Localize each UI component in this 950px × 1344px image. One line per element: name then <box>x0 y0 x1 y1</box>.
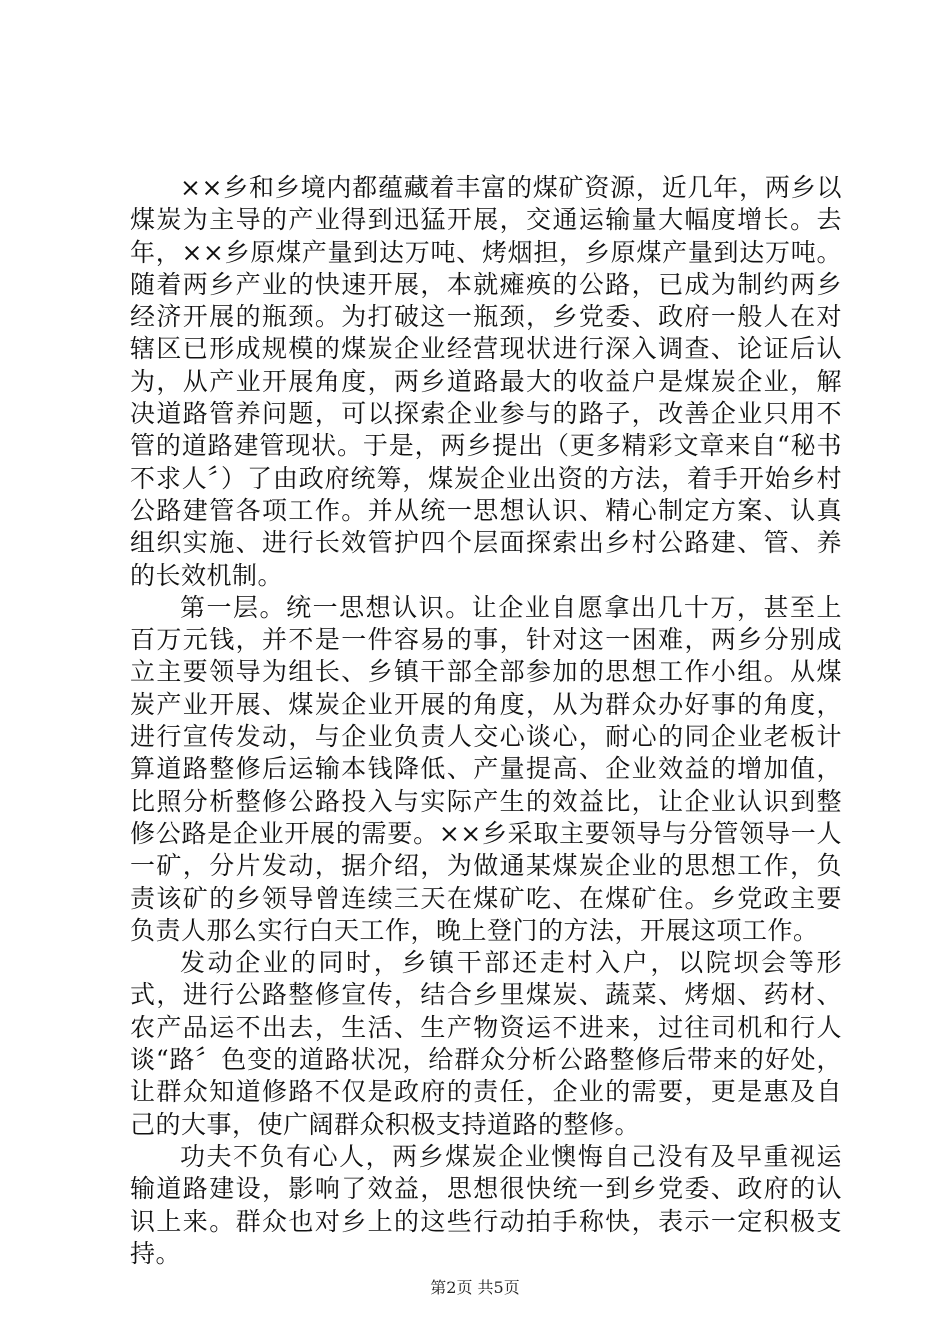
paragraph-1: ××乡和乡境内都蕴藏着丰富的煤矿资源，近几年，两乡以煤炭为主导的产业得到迅猛开展，交通运输量大幅度增长。去年，××乡原煤产量到达万吨、烤烟担，乡原煤产量到达万吨。随着两乡产业的快速开展，本就瘫痪的公路，已成为制约两乡经济开展的瓶颈。为打破这一瓶颈，乡党委、政府一般人在对辖区已形成规模的煤炭企业经营现状进行深入调查、论证后认为，从产业开展角度，两乡道路最大的收益户是煤炭企业，解决道路管养问题，可以探索企业参与的路子，改善企业只用不管的道路建管现状。于是，两乡提出（更多精彩文章来自“秘书不求人〞）了由政府统筹，煤炭企业出资的方法，着手开始乡村公路建管各项工作。并从统一思想认识、精心制定方案、认真组织实施、进行长效管护四个层面探索出乡村公路建、管、养的长效机制。 <box>130 173 842 590</box>
document-body <box>130 172 842 1270</box>
paragraph-3: 发动企业的同时，乡镇干部还走村入户，以院坝会等形式，进行公路整修宣传，结合乡里煤炭、蔬菜、烤烟、药材、农产品运不出去，生活、生产物资运不进来，过往司机和行人谈“路〞色变的道路状况，给群众分析公路整修后带来的好处，让群众知道修路不仅是政府的责任，企业的需要，更是惠及自己的大事，使广阔群众积极支持道路的整修。 <box>130 948 842 1139</box>
paragraph-2: 第一层。统一思想认识。让企业自愿拿出几十万，甚至上百万元钱，并不是一件容易的事，针对这一困难，两乡分别成立主要领导为组长、乡镇干部全部参加的思想工作小组。从煤炭产业开展、煤炭企业开展的角度，从为群众办好事的角度，进行宣传发动，与企业负责人交心谈心，耐心的同企业老板计算道路整修后运输本钱降低、产量提高、企业效益的增加值，比照分析整修公路投入与实际产生的效益比，让企业认识到整修公路是企业开展的需要。××乡采取主要领导与分管领导一人一矿，分片发动，据介绍，为做通某煤炭企业的思想工作，负责该矿的乡领导曾连续三天在煤矿吃、在煤矿住。乡党政主要负责人那么实行白天工作，晚上登门的方法，开展这项工作。 <box>130 592 842 945</box>
page-number: 第2页 共5页 <box>430 1278 520 1297</box>
page-footer <box>0 1278 950 1298</box>
paragraph-4: 功夫不负有心人，两乡煤炭企业懊悔自己没有及早重视运输道路建设，影响了效益，思想很快统一到乡党委、政府的认识上来。群众也对乡上的这些行动拍手称快，表示一定积极支持。 <box>130 1141 842 1268</box>
